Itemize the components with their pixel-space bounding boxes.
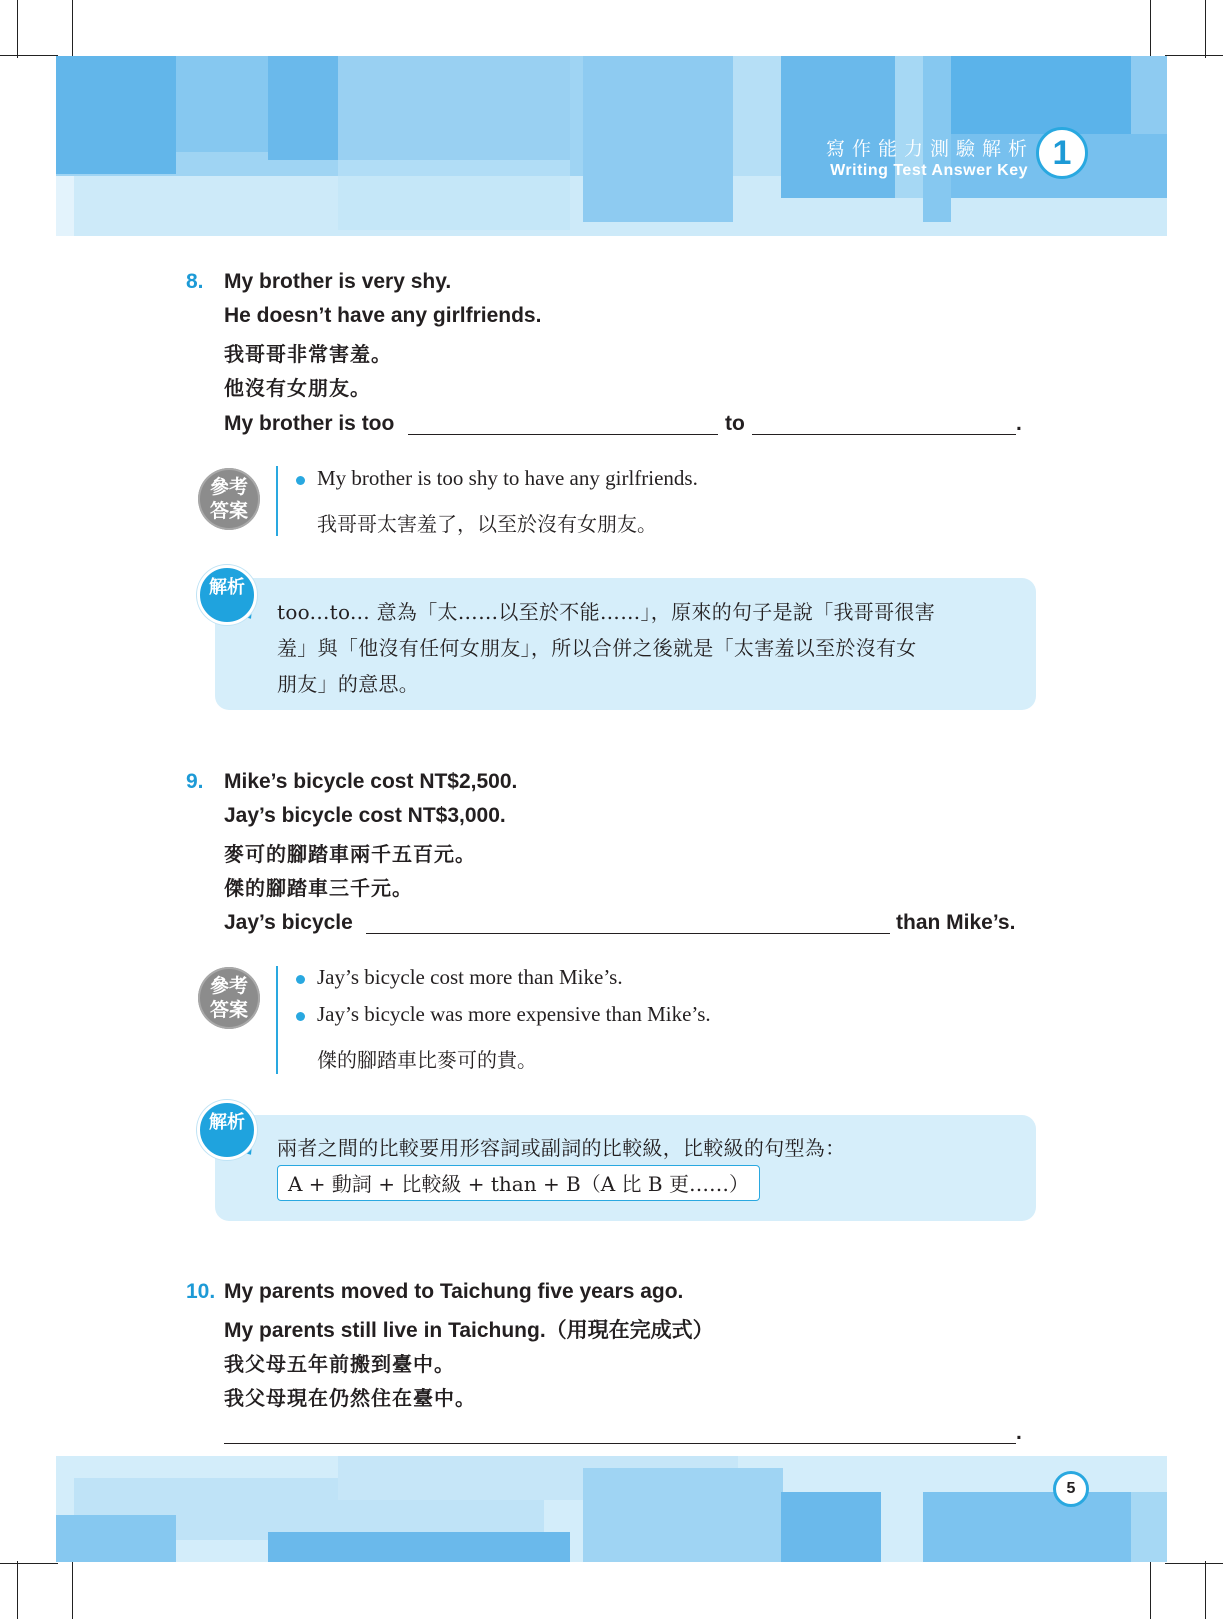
explanation-text: 朋友」的意思。	[277, 672, 420, 696]
prompt-period: .	[1016, 1421, 1022, 1444]
crop-mark	[1205, 1561, 1206, 1619]
header-title-en: Writing Test Answer Key	[830, 162, 1028, 179]
chapter-number: 1	[1036, 127, 1088, 179]
question-translation: 我父母現在仍然住在臺中。	[224, 1386, 476, 1410]
prompt-period: .	[1016, 412, 1022, 435]
answer-blank[interactable]	[366, 933, 890, 934]
question-sentence: My parents still live in Taichung.（用現在完成式）	[224, 1319, 714, 1342]
header-title-zh: 寫作能力測驗解析	[826, 138, 1035, 160]
crop-mark	[0, 55, 58, 56]
answer-blank[interactable]	[752, 434, 1016, 435]
crop-mark	[72, 1561, 73, 1619]
answer-blank[interactable]	[224, 1443, 1016, 1444]
question-translation: 他沒有女朋友。	[224, 376, 371, 400]
prompt-text: Jay’s bicycle	[224, 911, 353, 934]
question-sentence: My brother is very shy.	[224, 270, 452, 293]
explanation-text: 羞」與「他沒有任何女朋友」，所以合併之後就是「太害羞以至於沒有女	[277, 636, 917, 660]
reference-answer: Jay’s bicycle cost more than Mike’s.	[317, 965, 623, 989]
question-sentence: My parents moved to Taichung five years ago.	[224, 1280, 684, 1303]
answer-divider	[276, 466, 278, 536]
bullet-icon	[296, 975, 305, 984]
question-sentence: He doesn’t have any girlfriends.	[224, 304, 542, 327]
question-number: 9.	[186, 770, 204, 793]
reference-answer-translation: 我哥哥太害羞了，以至於沒有女朋友。	[317, 512, 657, 536]
crop-mark	[17, 0, 18, 58]
prompt-text: to	[725, 412, 745, 435]
crop-mark	[72, 0, 73, 58]
bullet-icon	[296, 1012, 305, 1021]
explanation-badge: 解析	[197, 1100, 257, 1160]
prompt-text: My brother is too	[224, 412, 395, 435]
answer-divider	[276, 966, 278, 1074]
question-translation: 我哥哥非常害羞。	[224, 342, 392, 366]
explanation-text: too...to... 意為「太……以至於不能……」，原來的句子是說「我哥哥很害	[277, 600, 935, 624]
bullet-icon	[296, 476, 305, 485]
crop-mark	[1205, 0, 1206, 58]
question-translation: 麥可的腳踏車兩千五百元。	[224, 842, 476, 866]
question-number: 8.	[186, 270, 204, 293]
question-translation: 傑的腳踏車三千元。	[224, 876, 413, 900]
reference-answer-translation: 傑的腳踏車比麥可的貴。	[317, 1048, 537, 1072]
crop-mark	[1150, 0, 1151, 58]
reference-answer-badge: 參考 答案	[198, 967, 260, 1029]
reference-answer: Jay’s bicycle was more expensive than Mike’s.	[317, 1002, 711, 1026]
crop-mark	[1165, 55, 1223, 56]
crop-mark	[1150, 1561, 1151, 1619]
question-translation: 我父母五年前搬到臺中。	[224, 1352, 455, 1376]
prompt-text: than Mike’s.	[896, 911, 1016, 934]
answer-blank[interactable]	[408, 434, 718, 435]
reference-answer: My brother is too shy to have any girlfriends.	[317, 466, 698, 490]
crop-mark	[1165, 1563, 1223, 1564]
page-number: 5	[1053, 1471, 1089, 1507]
formula-box: A + 動詞 + 比較級 + than + B（A 比 B 更……）	[277, 1165, 760, 1201]
question-sentence: Jay’s bicycle cost NT$3,000.	[224, 804, 506, 827]
crop-mark	[17, 1561, 18, 1619]
question-sentence: Mike’s bicycle cost NT$2,500.	[224, 770, 518, 793]
question-number: 10.	[186, 1280, 216, 1303]
reference-answer-badge: 參考 答案	[198, 468, 260, 530]
explanation-badge: 解析	[197, 565, 257, 625]
explanation-text: 兩者之間的比較要用形容詞或副詞的比較級，比較級的句型為：	[277, 1136, 846, 1160]
crop-mark	[0, 1563, 58, 1564]
